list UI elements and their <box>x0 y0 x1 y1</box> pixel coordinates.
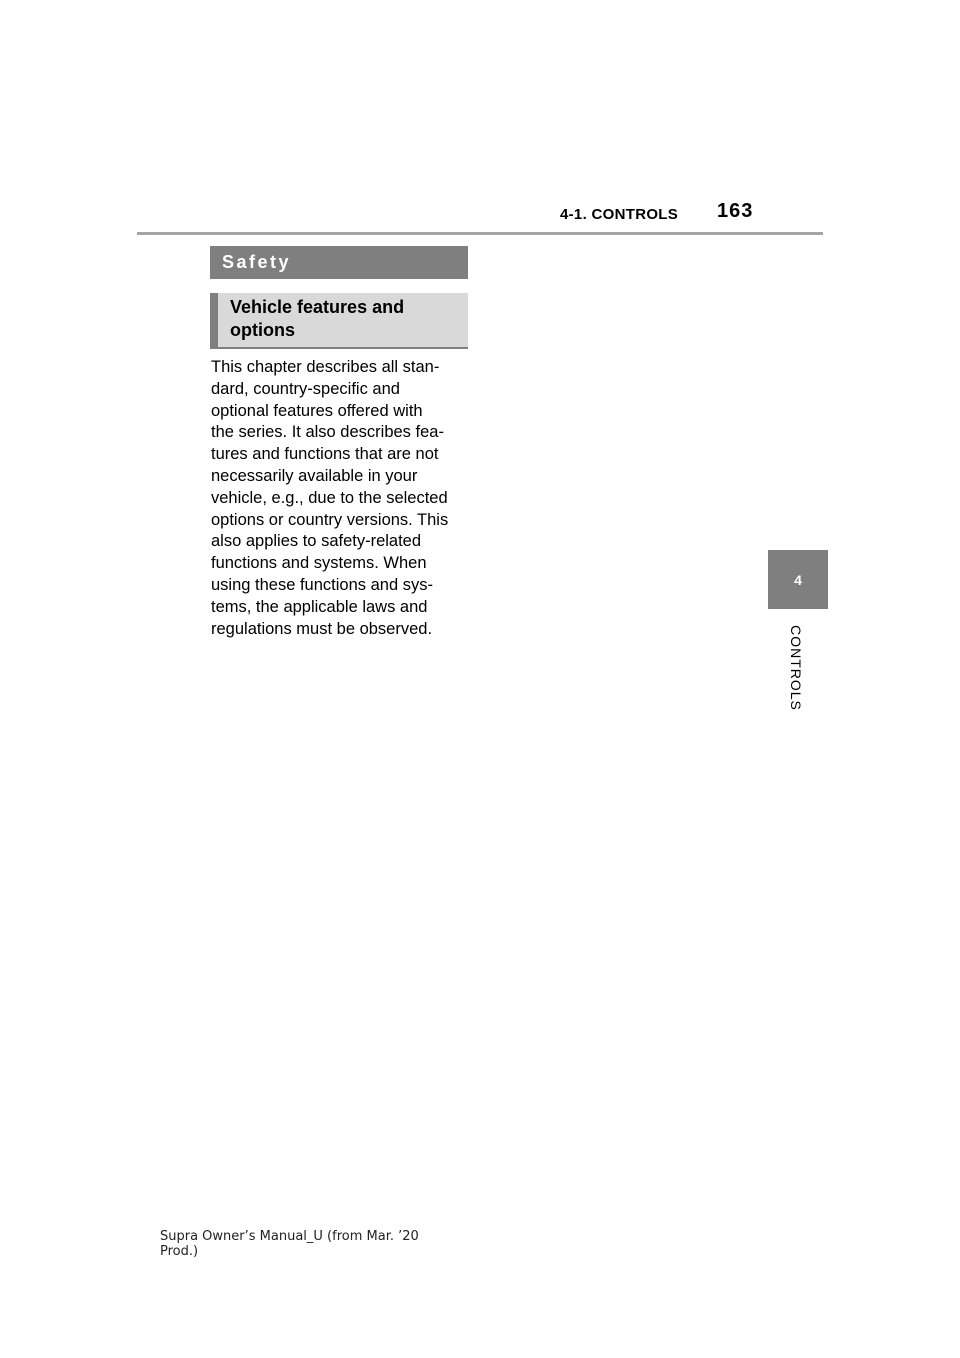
subheading-box <box>210 293 468 349</box>
chapter-title-vertical: CONTROLS <box>788 625 804 711</box>
page-number: 163 <box>717 200 754 222</box>
chapter-tab <box>768 550 828 609</box>
body-line: the series. It also describes fea- <box>211 423 444 442</box>
body-line: dard, country-specific and <box>211 379 400 398</box>
body-line: regulations must be observed. <box>211 619 433 638</box>
section-heading-band <box>210 246 468 279</box>
subheading-line-1: Vehicle features and <box>230 297 405 317</box>
footer-line-2: Prod.) <box>160 1244 199 1259</box>
body-paragraph <box>211 357 471 640</box>
header-divider <box>137 232 823 235</box>
body-line: tems, the applicable laws and <box>211 597 428 616</box>
body-line: options or country versions. This <box>211 510 449 529</box>
subheading-line-2: options <box>230 320 295 340</box>
body-line: optional features offered with <box>211 401 423 420</box>
running-header <box>0 196 960 230</box>
body-line: functions and systems. When <box>211 554 427 573</box>
body-line: necessarily available in your <box>211 466 418 485</box>
chapter-number: 4 <box>794 571 802 588</box>
body-line: using these functions and sys- <box>211 575 433 594</box>
body-line: vehicle, e.g., due to the selected <box>211 488 448 507</box>
section-label: 4-1. CONTROLS <box>560 206 679 223</box>
body-line: This chapter describes all stan- <box>211 358 440 376</box>
footer-line-1: Supra Owner’s Manual_U (from Mar. ’20 <box>160 1229 419 1244</box>
section-heading: Safety <box>222 252 292 272</box>
body-line: also applies to safety-related <box>211 532 422 551</box>
body-line: tures and functions that are not <box>211 445 439 464</box>
page-footer <box>160 1229 460 1259</box>
